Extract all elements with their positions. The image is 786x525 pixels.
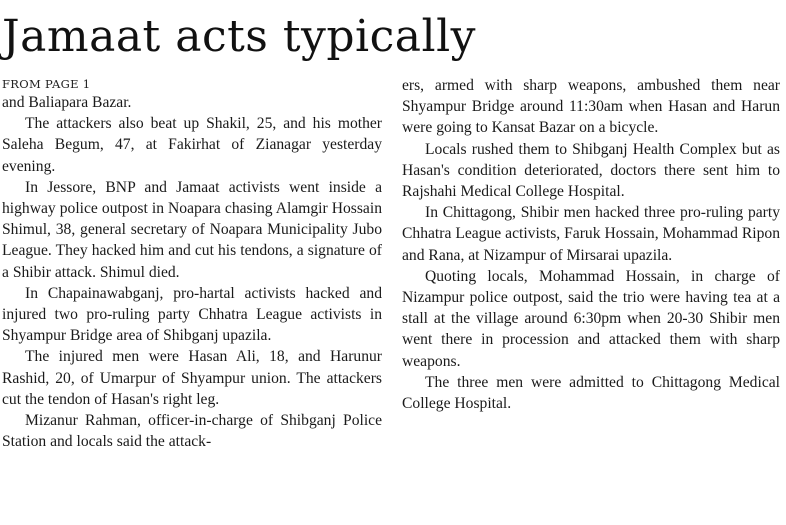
article-column-left [2,92,382,452]
paragraph: ers, armed with sharp weapons, ambushed them near Shyampur Bridge around 11:30am when Hasan and Harun were going to Kansat Bazar on a bicycle. [402,77,780,137]
continued-from-label: FROM PAGE 1 [2,77,91,91]
headline: Jamaat acts typically [2,11,477,62]
paragraph: Locals rushed them to Shibganj Health Complex but as Hasan's condition deteriorated, doctors there sent him to Rajshahi Medical College Hospital. [402,140,780,201]
paragraph: The three men were admitted to Chittagong Medical College Hospital. [402,373,780,413]
article-column-right [402,75,780,414]
paragraph: The injured men were Hasan Ali, 18, and Harunur Rashid, 20, of Umarpur of Shyampur union. The attackers cut the tendon of Hasan's right leg. [2,348,382,408]
paragraph: In Jessore, BNP and Jamaat activists went inside a highway police outpost in Noapara chasing Alamgir Hossain Shimul, 38, general secretary of Noapara Municipality Jubo League. They hacked him and cut his tendons, a signature of a Shibir attack. Shimul died. [2,178,382,281]
paragraph: The attackers also beat up Shakil, 25, and his mother Saleha Begum, 47, at Fakirhat of Zianagar yesterday evening. [2,115,382,175]
paragraph: Quoting locals, Mohammad Hossain, in charge of Nizampur police outpost, said the trio were having tea at a stall at the village around 6:30pm when 20-30 Shibir men went there in procession and attacked them with sharp weapons. [402,267,780,370]
paragraph: In Chapainawabganj, pro-hartal activists hacked and injured two pro-ruling party Chhatra League activists in Shyampur Bridge area of Shibganj upazila. [2,284,382,345]
paragraph: and Baliapara Bazar. [2,94,132,111]
paragraph: In Chittagong, Shibir men hacked three pro-ruling party Chhatra League activists, Faruk Hossain, Mohammad Ripon and Rana, at Nizampur of Mirsarai upazila. [402,204,780,264]
paragraph: Mizanur Rahman, officer-in-charge of Shibganj Police Station and locals said the attack- [2,412,382,451]
